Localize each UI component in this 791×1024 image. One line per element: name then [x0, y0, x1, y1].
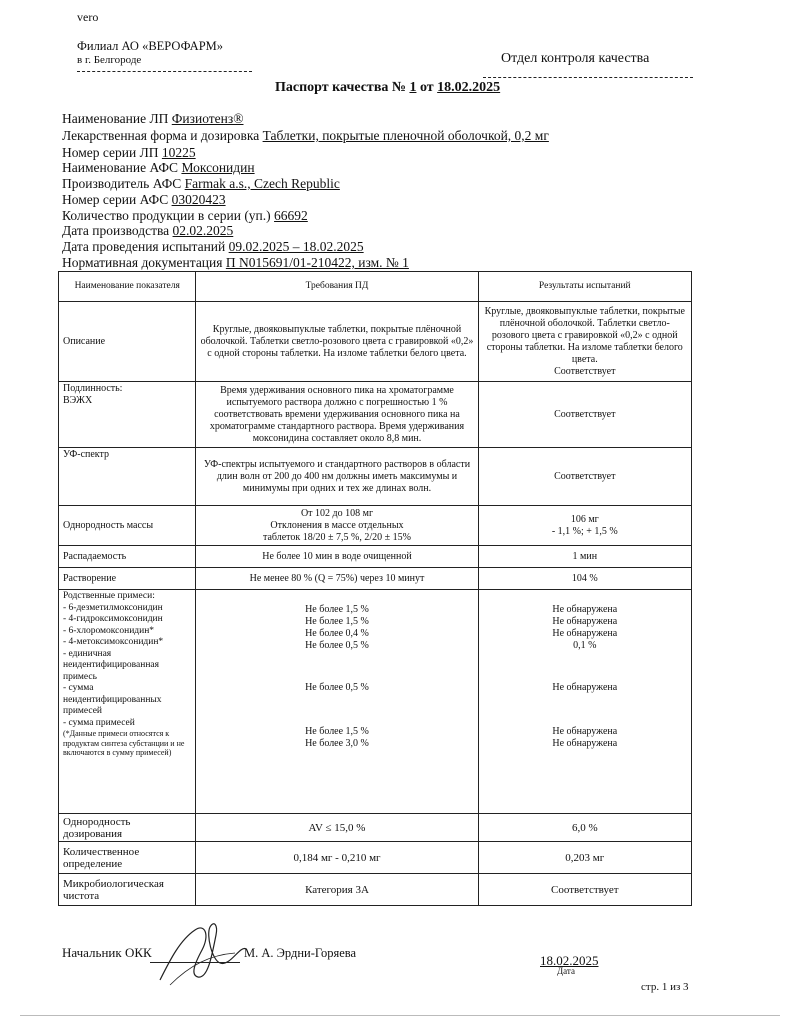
- req-identity-hplc: Время удерживания основного пика на хроматограмме испытуемого раствора должно с погрешностью 1 % соответствовать времени удерживания основного пика на хроматограмме стандартного раствора. Время удерживания моксонидина составляет около 8,8 мин.: [196, 382, 478, 448]
- meta-row-normative-doc: Нормативная документация П N015691/01-210422, изм. № 1: [62, 255, 409, 270]
- param-dissolution: Растворение: [59, 568, 196, 590]
- table-row: [59, 814, 692, 842]
- req-identity-uv: УФ-спектры испытуемого и стандартного растворов в области длин волн от 200 до 400 нм должны иметь максимумы и минимумы при одних и тех же длинах волн.: [196, 448, 478, 506]
- document-title: [275, 80, 500, 96]
- result-impurities: Не обнаружена Не обнаружена Не обнаружена 0,1 % Не обнаружена Не обнаружена Не обнаружена: [478, 590, 691, 814]
- column-header-results: Результаты испытаний: [478, 272, 691, 302]
- req-description: Круглые, двояковыпуклые таблетки, покрытые плёночной оболочкой. Таблетки светло-розового цвета с гравировкой «0,2» с одной стороны таблетки. На изломе таблетки белого цвета.: [196, 302, 478, 382]
- req-disintegration: Не более 10 мин в воде очищенной: [196, 546, 478, 568]
- param-identity-uv: УФ-спектр: [59, 448, 196, 506]
- param-dosage-uniformity: Однородность дозирования: [59, 814, 196, 842]
- table-row: [59, 506, 692, 546]
- column-header-parameter: Наименование показателя: [59, 272, 196, 302]
- result-description: Круглые, двояковыпуклые таблетки, покрытые плёночной оболочкой. Таблетки светло-розового цвета с гравировкой «0,2» с одной стороны таблетки. На изломе таблетки белого цвета. Соответствует: [478, 302, 691, 382]
- column-header-requirements: Требования ПД: [196, 272, 478, 302]
- title-from: от: [419, 80, 434, 95]
- param-microbiology: Микробиологическая чистота: [59, 874, 196, 906]
- table-row: [59, 302, 692, 382]
- passport-number: 1: [409, 80, 417, 95]
- result-identity-uv: Соответствует: [478, 448, 691, 506]
- signature-date: 18.02.2025: [540, 953, 599, 968]
- req-dissolution: Не менее 80 % (Q = 75%) через 10 минут: [196, 568, 478, 590]
- meta-row-product: Наименование ЛП Физиотенз®: [62, 111, 244, 126]
- table-row: [59, 546, 692, 568]
- meta-row-api-manufacturer: Производитель АФС Farmak a.s., Czech Republic: [62, 176, 340, 191]
- req-assay: 0,184 мг - 0,210 мг: [196, 842, 478, 874]
- page-number: стр. 1 из 3: [641, 981, 689, 993]
- table-row: [59, 448, 692, 506]
- result-disintegration: 1 мин: [478, 546, 691, 568]
- org-name: Филиал АО «ВЕРОФАРМ»: [77, 39, 224, 53]
- param-disintegration: Распадаемость: [59, 546, 196, 568]
- req-microbiology: Категория 3А: [196, 874, 478, 906]
- param-identity-hplc: Подлинность: ВЭЖХ: [59, 382, 196, 448]
- org-city: в г. Белгороде: [77, 54, 142, 66]
- result-assay: 0,203 мг: [478, 842, 691, 874]
- meta-row-production-date: Дата производства 02.02.2025: [62, 223, 234, 238]
- req-impurities: Не более 1,5 % Не более 1,5 % Не более 0,4 % Не более 0,5 % Не более 0,5 % Не более 1,5 % Не более 3,0 %: [196, 590, 478, 814]
- param-mass-uniformity: Однородность массы: [59, 506, 196, 546]
- header-divider-right: [483, 77, 693, 78]
- corner-logo-text: vero: [77, 10, 99, 24]
- meta-row-test-dates: Дата проведения испытаний 09.02.2025 – 18.02.2025: [62, 239, 364, 254]
- table-row: [59, 874, 692, 906]
- department-name: Отдел контроля качества: [501, 51, 650, 66]
- meta-row-batch: Номер серии ЛП 10225: [62, 145, 196, 160]
- signer-name: М. А. Эрдни-Горяева: [244, 946, 357, 960]
- quality-table: [58, 271, 692, 906]
- meta-row-quantity: Количество продукции в серии (уп.) 66692: [62, 208, 308, 223]
- result-microbiology: Соответствует: [478, 874, 691, 906]
- title-prefix: Паспорт качества №: [275, 80, 406, 95]
- result-mass-uniformity: 106 мг - 1,1 %; + 1,5 %: [478, 506, 691, 546]
- signature-line: [150, 962, 240, 963]
- meta-row-api-name: Наименование АФС Моксонидин: [62, 160, 255, 175]
- page-bottom-edge: [20, 1015, 780, 1016]
- table-row: [59, 568, 692, 590]
- req-dosage-uniformity: AV ≤ 15,0 %: [196, 814, 478, 842]
- req-mass-uniformity: От 102 до 108 мг Отклонения в массе отдельных таблеток 18/20 ± 7,5 %, 2/20 ± 15%: [196, 506, 478, 546]
- table-row: [59, 382, 692, 448]
- result-dissolution: 104 %: [478, 568, 691, 590]
- impurities-footnote: (*Данные примеси относятся к продуктам синтеза субстанции и не включаются в сумму примесей): [63, 729, 185, 757]
- param-impurities: Родственные примеси: - 6-дезметилмоксонидин - 4-гидроксимоксонидин - 6-хлоромоксонидин* - 4-метоксимоксонидин* - единичная неидентифицированная примесь - сумма неидентифицированных примесей - сумма примесей (*Данные примеси относятся к продуктам синтеза субстанции и не включаются в сумму примесей): [59, 590, 196, 814]
- result-identity-hplc: Соответствует: [478, 382, 691, 448]
- table-header-row: [59, 272, 692, 302]
- head-of-qc-label: Начальник ОКК: [62, 945, 152, 960]
- header-divider-left: [77, 71, 252, 72]
- date-caption: Дата: [557, 966, 575, 976]
- meta-row-form: Лекарственная форма и дозировка Таблетки, покрытые пленочной оболочкой, 0,2 мг: [62, 128, 549, 143]
- passport-date: 18.02.2025: [437, 80, 501, 95]
- param-description: Описание: [59, 302, 196, 382]
- meta-row-api-batch: Номер серии АФС 03020423: [62, 192, 226, 207]
- result-dosage-uniformity: 6,0 %: [478, 814, 691, 842]
- table-row: [59, 590, 692, 814]
- param-assay: Количественное определение: [59, 842, 196, 874]
- table-row: [59, 842, 692, 874]
